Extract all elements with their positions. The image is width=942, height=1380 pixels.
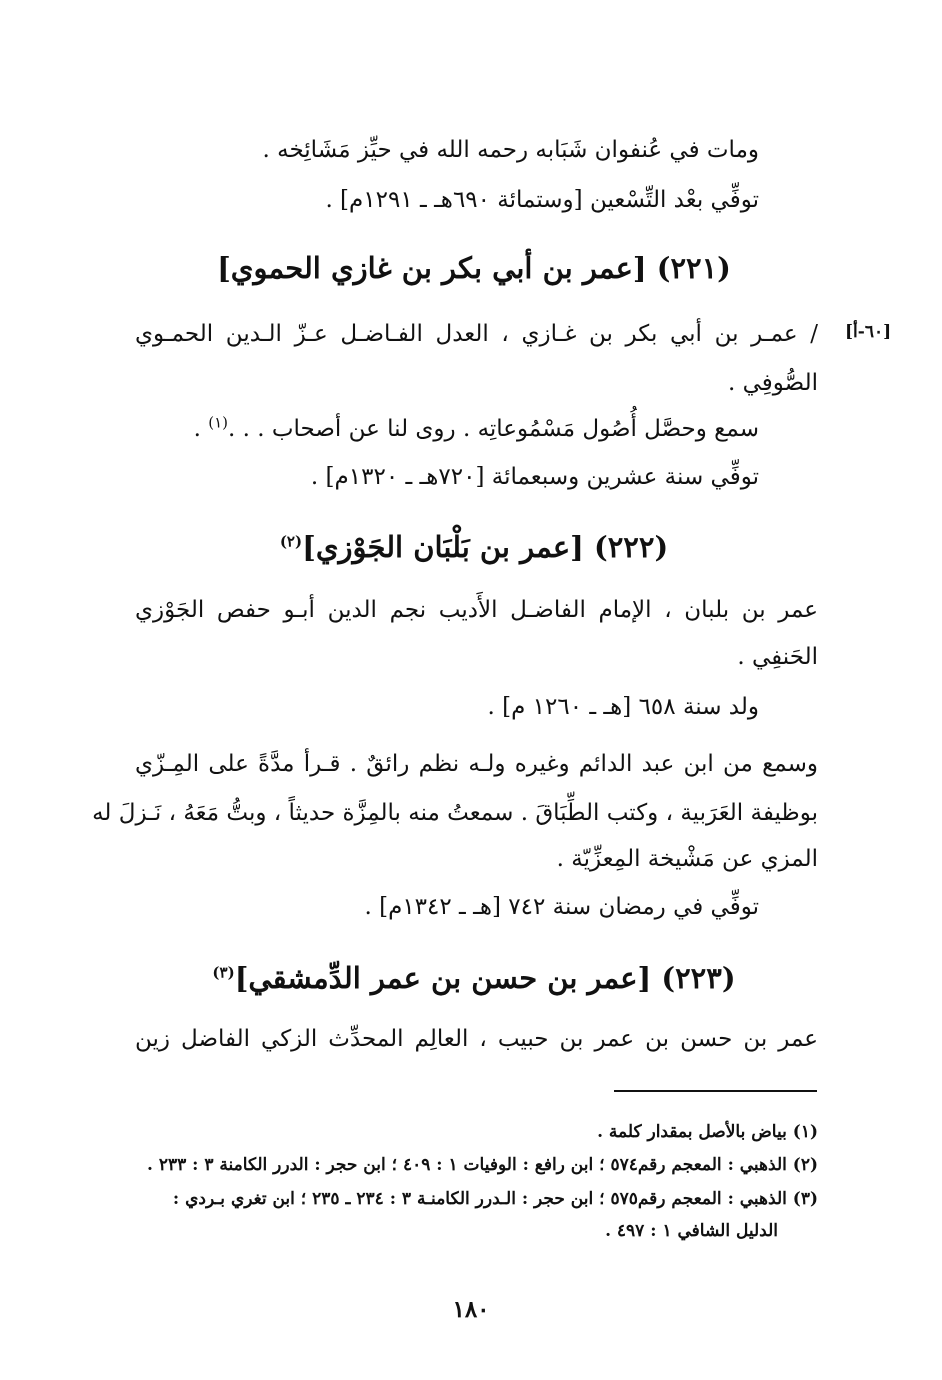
intro-line-1: ومات في عُنفوان شَبَابه رحمه الله في حيِّز مَشَائِخه . (262, 137, 759, 163)
entry-222-para3-line1: وسمع من ابن عبد الدائم وغيره ولـه نظم رائقٌ . قـرأ مدَّةً على المِـزّي (135, 751, 818, 777)
entry-222-para4: توفِّي في رمضان سنة ٧٤٢ [هـ ـ ١٣٤٢م] . (364, 894, 759, 920)
intro-line-2: توفِّي بعْد التِّسْعين [وستمائة ٦٩٠هـ ـ ١٢٩١م] . (325, 187, 759, 213)
entry-222-para1-line1: عمر بن بلبان ، الإمام الفاضـل الأَديب نجم الدين أبـو حفص الجَوْزي (135, 597, 818, 623)
footnote-1: (١) بياض بالأصل بمقدار كلمة . (597, 1122, 818, 1142)
entry-221-para1-line2: الصُّوفِي . (727, 370, 818, 396)
footnote-3-line1: (٣) الذهبي : المعجم رقم٥٧٥ ؛ ابن حجر : الـدرر الكامنـة ٣ : ٢٣٤ ـ ٢٣٥ ؛ ابن تغري بـردي : (172, 1189, 818, 1209)
entry-222-para2: ولد سنة ٦٥٨ [هـ ـ ١٢٦٠ م] . (487, 694, 759, 720)
entry-221-heading: (٢٢١) [عمر بن أبي بكر بن غازي الحموي] (217, 251, 731, 285)
footnote-ref-1: (١) (208, 413, 228, 432)
entry-222-para3-line2: بوظيفة العَرَبية ، وكتب الطِّبَاقَ . سمعتُ منه بالمِزَّة حديثاً ، وبتُّ مَعَهُ ، نَـزلَ له (92, 800, 818, 826)
entry-221-para2 (194, 412, 759, 446)
footnote-separator (614, 1090, 817, 1092)
page-number: ١٨٠ (452, 1296, 490, 1323)
footnote-2: (٢) الذهبي : المعجم رقم٥٧٤ ؛ ابن رافع : الوفيات ١ : ٤٠٩ ؛ ابن حجر : الدرر الكامنة ٣ : ٢٣٣ . (147, 1155, 818, 1175)
entry-221-para3: توفِّي سنة عشرين وسبعمائة [٧٢٠هـ ـ ١٣٢٠م] . (310, 464, 759, 490)
entry-223-heading-wrap (130, 958, 818, 998)
entry-222-heading-wrap (130, 527, 818, 567)
entry-221-para2-text: سمع وحصَّل أُصُول مَسْمُوعاتِه . روى لنا عن أصحاب . . . (228, 416, 759, 442)
entry-223-para1-line1: عمر بن حسن بن عمر بن حبيب ، العالِم المحدِّث الزكي الفاضل زين (135, 1026, 818, 1052)
entry-222-para1-line2: الحَنفِي . (737, 644, 818, 670)
manuscript-folio-note: [٦٠-أ] (845, 322, 892, 342)
footnote-ref-2: (٢) (279, 532, 303, 551)
entry-221-para1-line1: / عمـر بن أبي بكر بن غـازي ، العدل الفـاضـل عـزّ الـدين الحمـوي (135, 321, 818, 347)
entry-222-heading: (٢٢٢) [عمر بن بَلْبَان الجَوْزي] (302, 530, 669, 564)
footnote-ref-3: (٣) (212, 963, 235, 982)
entry-223-heading: (٢٢٣) [عمر بن حسن بن عمر الدِّمشقي] (234, 961, 736, 995)
entry-222-para3-line3: المزي عن مَشْيخة المِعزِّيّة . (556, 846, 818, 872)
footnote-3-line2: الدليل الشافي ١ : ٤٩٧ . (605, 1221, 778, 1241)
entry-221-para2-tail: . (193, 416, 209, 442)
